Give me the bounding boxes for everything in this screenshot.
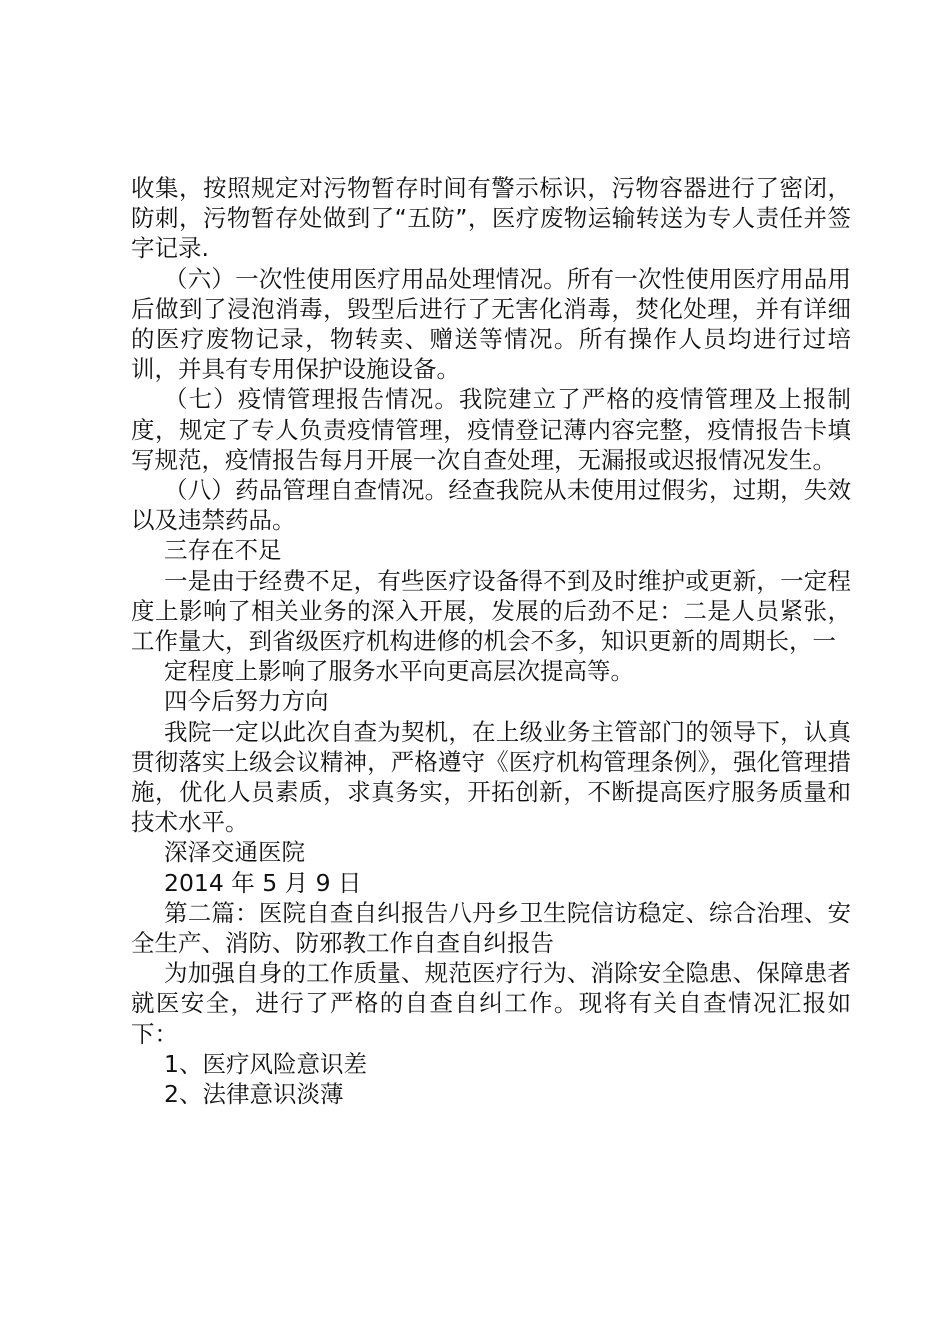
paragraph-shortcomings: 一是由于经费不足，有些医疗设备得不到及时维护或更新，一定程度上影响了相关业务的深入开展，发展的后劲不足：二是人员紧张，工作量大，到省级医疗机构进修的机会不多，知识更新的周期长，一 bbox=[131, 566, 851, 656]
paragraph-epidemic-reporting: （七）疫情管理报告情况。我院建立了严格的疫情管理及上报制度，规定了专人负责疫情管理，疫情登记薄内容完整，疫情报告卡填写规范，疫情报告每月开展一次自查处理，无漏报或迟报情况发生。 bbox=[131, 385, 851, 474]
paragraph-second-article-intro: 为加强自身的工作质量、规范医疗行为、消除安全隐患、保障患者就医安全，进行了严格的自查自纠工作。现将有关自查情况汇报如下： bbox=[131, 959, 851, 1048]
list-item-risk-awareness: 1、医疗风险意识差 bbox=[164, 1049, 367, 1078]
paragraph-disposable-supplies: （六）一次性使用医疗用品处理情况。所有一次性使用医疗用品用后做到了浸泡消毒，毁型后进行了无害化消毒，焚化处理，并有详细的医疗废物记录，物转卖、赠送等情况。所有操作人员均进行过培训，并具有专用保护设施设备。 bbox=[131, 264, 851, 384]
document-body bbox=[131, 173, 851, 1109]
paragraph-shortcomings-continued: 定程度上影响了服务水平向更高层次提高等。 bbox=[164, 657, 634, 686]
signature-date: 2014 年 5 月 9 日 bbox=[164, 868, 362, 897]
heading-future-direction: 四今后努力方向 bbox=[164, 687, 329, 716]
paragraph-drug-management: （八）药品管理自查情况。经查我院从未使用过假劣，过期，失效以及违禁药品。 bbox=[131, 476, 851, 535]
signature-hospital-name: 深泽交通医院 bbox=[164, 838, 305, 867]
heading-shortcomings: 三存在不足 bbox=[164, 536, 282, 565]
paragraph-waste-collection: 收集，按照规定对污物暂存时间有警示标识，污物容器进行了密闭，防刺，污物暂存处做到了“五防”，医疗废物运输转送为专人责任并签字记录. bbox=[131, 174, 851, 263]
paragraph-future-direction: 我院一定以此次自查为契机，在上级业务主管部门的领导下，认真贯彻落实上级会议精神，严格遵守《医疗机构管理条例》，强化管理措施，优化人员素质，求真务实，开拓创新，不断提高医疗服务质量和技术水平。 bbox=[131, 717, 851, 837]
heading-second-article: 第二篇：医院自查自纠报告八丹乡卫生院信访稳定、综合治理、安全生产、消防、防邪教工作自查自纠报告 bbox=[131, 898, 851, 958]
list-item-legal-awareness: 2、法律意识淡薄 bbox=[164, 1080, 344, 1109]
